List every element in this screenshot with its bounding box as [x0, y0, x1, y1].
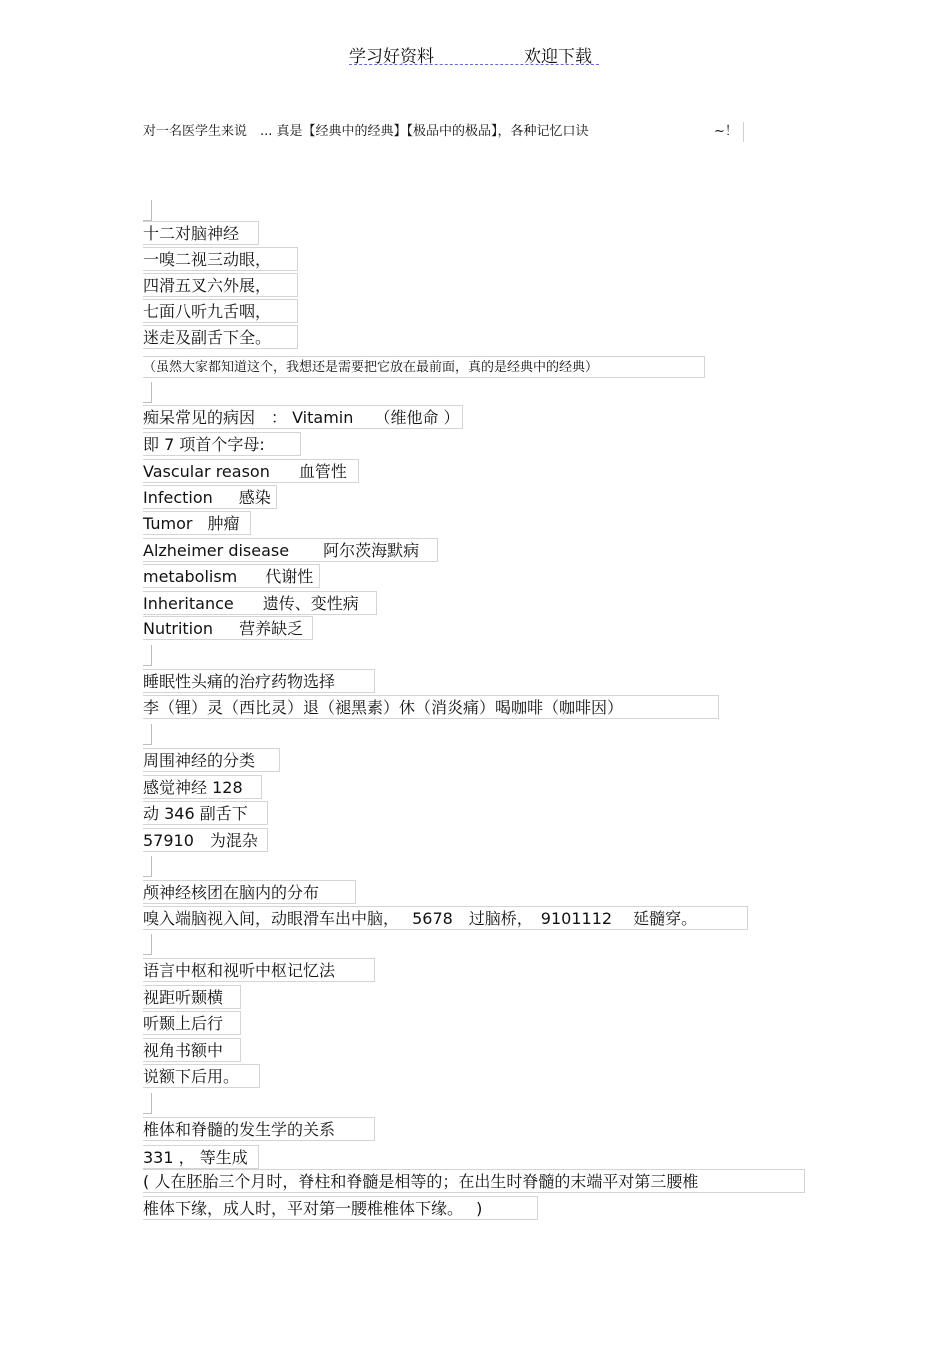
text-line: 迷走及副舌下全。	[143, 325, 298, 349]
item-en: Vascular reason	[143, 462, 270, 481]
text-line: 嗅入端脑视入间，动眼滑车出中脑， 5678 过脑桥， 9101112 延髓穿。	[143, 906, 748, 930]
section-title-vertebra: 椎体和脊髓的发生学的关系	[143, 1117, 375, 1141]
text-line: 视角书额中	[143, 1038, 241, 1062]
section-title-headache: 睡眠性头痛的治疗药物选择	[143, 669, 375, 693]
section-title-nuclei: 颅神经核团在脑内的分布	[143, 880, 356, 904]
section-title-peripheral: 周围神经的分类	[143, 748, 280, 772]
item-zh: 营养缺乏	[239, 619, 304, 638]
text-line: 听颞上后行	[143, 1011, 241, 1035]
item-zh: 阿尔茨海默病	[323, 541, 420, 560]
section-title-language: 语言中枢和视听中枢记忆法	[143, 958, 375, 982]
section-marker	[143, 645, 152, 666]
section-marker	[143, 1093, 152, 1114]
text-line: 视距听颞横	[143, 985, 241, 1009]
item-en: Tumor	[143, 514, 193, 533]
header-left-text: 学习好资料	[349, 47, 434, 67]
text-line: 57910 为混杂	[143, 828, 268, 852]
dementia-item	[143, 564, 320, 588]
header-right-text: 欢迎下载	[524, 47, 592, 67]
intro-tail: ~！	[714, 124, 738, 139]
item-en: metabolism	[143, 567, 238, 586]
text-line: 椎体下缘，成人时，平对第一腰椎椎体下缘。 )	[143, 1196, 538, 1220]
text-line: 李（锂）灵（西比灵）退（褪黑素）休（消炎痛）喝咖啡（咖啡因）	[143, 695, 719, 719]
item-zh: 血管性	[298, 462, 347, 481]
section-marker	[143, 724, 152, 745]
text-line: 一嗅二视三动眼，	[143, 247, 298, 271]
section-marker	[143, 856, 152, 877]
item-zh: 遗传、变性病	[262, 594, 359, 613]
section-title-dementia: 痴呆常见的病因 ： Vitamin （维他命 ）	[143, 405, 463, 429]
text-line: 说额下后用。	[143, 1064, 260, 1088]
item-en: Alzheimer disease	[143, 541, 290, 560]
dementia-item	[143, 616, 313, 640]
text-line: 动 346 副舌下	[143, 801, 268, 825]
text-line: 331 ， 等生成	[143, 1145, 259, 1169]
section-marker	[143, 382, 152, 403]
item-en: Infection	[143, 488, 213, 507]
item-zh: 感染	[238, 488, 271, 507]
page-header	[349, 42, 599, 65]
section-marker	[143, 200, 152, 221]
subtitle-line: 即 7 项首个字母:	[143, 432, 301, 456]
item-en: Nutrition	[143, 619, 214, 638]
item-zh: 肿瘤	[207, 514, 240, 533]
text-line: 四滑五叉六外展，	[143, 273, 298, 297]
dementia-item	[143, 485, 277, 509]
note-line: （虽然大家都知道这个，我想还是需要把它放在最前面，真的是经典中的经典）	[143, 356, 705, 378]
dementia-item	[143, 538, 438, 562]
dementia-item	[143, 591, 377, 615]
text-line: 感觉神经 128	[143, 775, 262, 799]
dementia-item	[143, 459, 359, 483]
dementia-item	[143, 511, 251, 535]
section-marker	[143, 934, 152, 955]
item-zh: 代谢性	[265, 567, 314, 586]
intro-line	[143, 122, 744, 142]
intro-text: 对一名医学生来说 ... 真是【经典中的经典】【极品中的极品】，各种记忆口诀	[143, 124, 589, 139]
item-en: Inheritance	[143, 594, 234, 613]
section-title-cranial: 十二对脑神经	[143, 221, 259, 245]
text-line: 七面八听九舌咽，	[143, 299, 298, 323]
text-line: ( 人在胚胎三个月时，脊柱和脊髓是相等的；在出生时脊髓的末端平对第三腰椎	[143, 1169, 805, 1193]
